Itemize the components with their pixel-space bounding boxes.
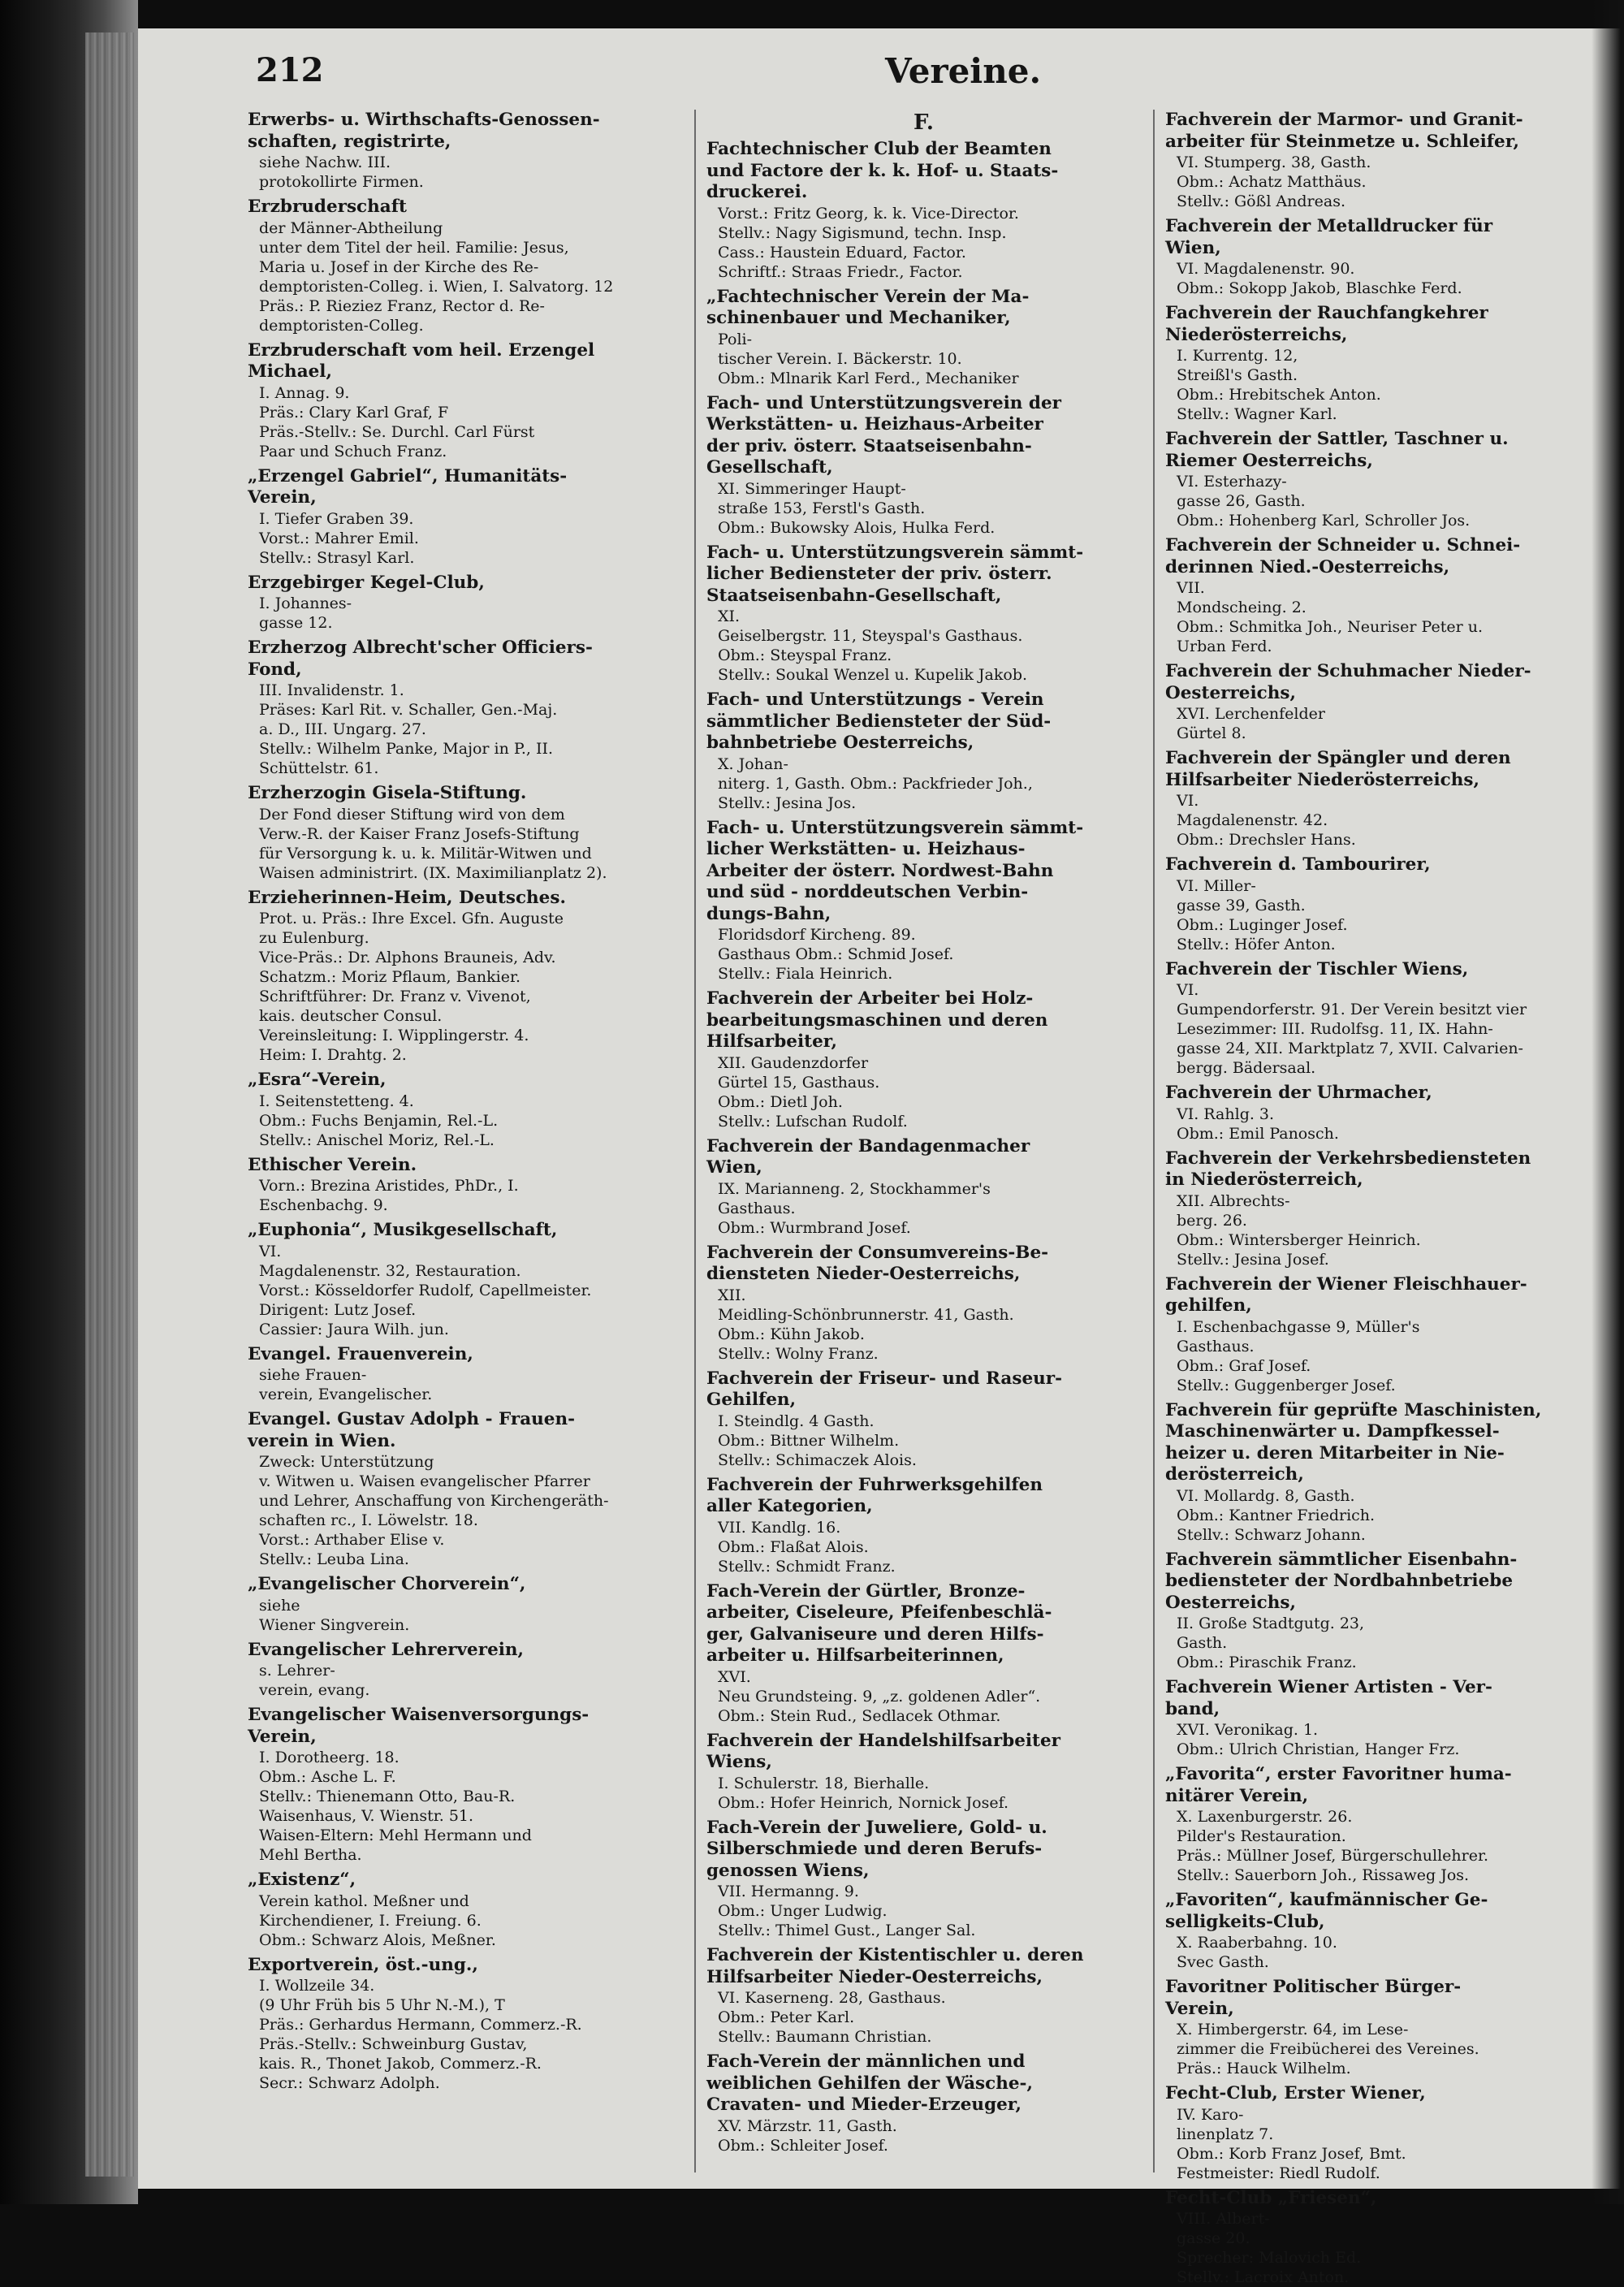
entry-detail: VI. Mollardg. 8, Gasth. xyxy=(1165,1486,1600,1506)
entry-detail: Heim: I. Drahtg. 2. xyxy=(248,1045,682,1065)
entry-detail: Obm.: Achatz Matthäus. xyxy=(1165,172,1600,192)
entry-heading: Fachverein der Verkehrsbediensteten in Niederösterreich, xyxy=(1165,1148,1600,1191)
entry-detail: I. Johannes- gasse 12. xyxy=(248,594,682,633)
entry-heading: Evangelischer Waisenversorgungs- Verein, xyxy=(248,1705,682,1748)
entry-heading: Exportverein, öst.-ung., xyxy=(248,1955,682,1977)
entry-detail: Stellv.: Leuba Lina. xyxy=(248,1550,682,1569)
entry-heading: Fach- u. Unterstützungsverein sämmt- licher Werkstätten- u. Heizhaus- Arbeiter der österr. Nordwest-Bahn und süd - norddeutschen Verbin- dungs-Bahn, xyxy=(706,818,1141,926)
entry-detail: Präs.-Stellv.: Schweinburg Gustav, kais. R., Thonet Jakob, Commerz.-R. xyxy=(248,2034,682,2073)
entry-detail: Stellv.: Höfer Anton. xyxy=(1165,935,1600,954)
entry-detail: Vorst.: Kösseldorfer Rudolf, Capellmeister. xyxy=(248,1281,682,1300)
directory-entry xyxy=(1165,110,1600,211)
entry-detail: Obm.: Stein Rud., Sedlacek Othmar. xyxy=(706,1706,1141,1726)
page-header xyxy=(138,51,1624,108)
entry-heading: Fachverein der Wiener Fleischhauer- gehilfen, xyxy=(1165,1274,1600,1317)
directory-entry xyxy=(1165,1148,1600,1269)
directory-entry xyxy=(1165,535,1600,656)
entry-detail: Floridsdorf Kircheng. 89. Gasthaus Obm.: Schmid Josef. xyxy=(706,925,1141,964)
entry-heading: Fachverein der Kistentischler u. deren Hilfsarbeiter Nieder-Oesterreichs, xyxy=(706,1945,1141,1988)
entry-detail: VI. Magdalenenstr. 32, Restauration. xyxy=(248,1242,682,1281)
entry-detail: Stellv.: Schwarz Johann. xyxy=(1165,1525,1600,1545)
directory-entry xyxy=(248,1640,682,1701)
entry-heading: Fachverein der Sattler, Taschner u. Riemer Oesterreichs, xyxy=(1165,429,1600,472)
entry-detail: Stellv.: Guggenberger Josef. xyxy=(1165,1376,1600,1395)
directory-entry xyxy=(248,1155,682,1216)
directory-entry xyxy=(248,1705,682,1865)
directory-entry xyxy=(248,1955,682,2094)
column-divider xyxy=(694,110,696,2172)
directory-entry xyxy=(1165,2188,1600,2287)
entry-detail: I. Wollzeile 34. (9 Uhr Früh bis 5 Uhr N.-M.), T xyxy=(248,1976,682,2015)
entry-detail: VI. Kaserneng. 28, Gasthaus. xyxy=(706,1988,1141,2008)
entry-heading: Fach- und Unterstützungsverein der Werkstätten- u. Heizhaus-Arbeiter der priv. österr. Staatseisenbahn- Gesellschaft, xyxy=(706,393,1141,479)
directory-entry xyxy=(706,287,1141,388)
directory-entry xyxy=(1165,1977,1600,2078)
entry-detail: Festmeister: Riedl Rudolf. xyxy=(1165,2164,1600,2183)
directory-entry xyxy=(706,2051,1141,2155)
entry-detail: Prot. u. Präs.: Ihre Excel. Gfn. Auguste zu Eulenburg. xyxy=(248,909,682,948)
entry-heading: Fachverein der Schuhmacher Nieder- Oesterreichs, xyxy=(1165,661,1600,704)
entry-heading: Fachverein der Uhrmacher, xyxy=(1165,1083,1600,1105)
entry-detail: Obm.: Hofer Heinrich, Nornick Josef. xyxy=(706,1793,1141,1813)
entry-detail: I. Seitenstetteng. 4. xyxy=(248,1092,682,1111)
entry-detail: Obm.: Bittner Wilhelm. xyxy=(706,1431,1141,1450)
text-columns xyxy=(248,110,1600,2172)
entry-detail: siehe Wiener Singverein. xyxy=(248,1596,682,1635)
directory-entry xyxy=(1165,1550,1600,1673)
entry-detail: IV. Karo- linenplatz 7. xyxy=(1165,2105,1600,2144)
entry-detail: Vereinsleitung: I. Wipplingerstr. 4. xyxy=(248,1026,682,1045)
entry-detail: der Männer-Abtheilung unter dem Titel der heil. Familie: Jesus, Maria u. Josef in der Kirche des Re- demptoristen-Colleg. i. Wien, I. Salvatorg. 12 Präs.: P. Rieziez Franz, Rector d. Re- demptoristen-Colleg. xyxy=(248,218,682,335)
entry-detail: Stellv.: Baumann Christian. xyxy=(706,2027,1141,2047)
entry-detail: Obm.: Hohenberg Karl, Schroller Jos. xyxy=(1165,511,1600,530)
entry-detail: Zweck: Unterstützung v. Witwen u. Waisen evangelischer Pfarrer und Lehrer, Anschaffung von Kirchengeräth- schaften rc., I. Löwelstr. 18. xyxy=(248,1452,682,1530)
entry-heading: Erzbruderschaft xyxy=(248,197,682,218)
entry-heading: Fachverein der Arbeiter bei Holz- bearbeitungsmaschinen und deren Hilfsarbeiter, xyxy=(706,988,1141,1053)
directory-entry xyxy=(706,1945,1141,2047)
entry-detail: Stellv.: Jesina Josef. xyxy=(1165,1250,1600,1269)
entry-detail: Obm.: Fuchs Benjamin, Rel.-L. xyxy=(248,1111,682,1131)
column-2 xyxy=(706,110,1141,2172)
entry-heading: „Existenz“, xyxy=(248,1870,682,1891)
directory-entry xyxy=(248,1220,682,1339)
entry-detail: Stellv.: Wilhelm Panke, Major in P., II. Schüttelstr. 61. xyxy=(248,739,682,778)
entry-detail: Sprecher: Malovich Ed. xyxy=(1165,2248,1600,2268)
directory-entry xyxy=(248,1409,682,1569)
directory-entry xyxy=(706,1731,1141,1813)
entry-heading: Fachverein der Consumvereins-Be- diensteten Nieder-Oesterreichs, xyxy=(706,1243,1141,1286)
directory-entry xyxy=(248,1344,682,1405)
entry-heading: „Fachtechnischer Verein der Ma- schinenbauer und Mechaniker, xyxy=(706,287,1141,330)
entry-detail: Präs.: Hauck Wilhelm. xyxy=(1165,2059,1600,2078)
entry-heading: Fach-Verein der Juweliere, Gold- u. Silberschmiede und deren Berufs- genossen Wiens, xyxy=(706,1818,1141,1883)
entry-detail: Stellv.: Strasyl Karl. xyxy=(248,548,682,568)
entry-detail: Obm.: Bukowsky Alois, Hulka Ferd. xyxy=(706,518,1141,538)
entry-detail: Stellv.: Schimaczek Alois. xyxy=(706,1450,1141,1470)
entry-heading: Fachverein der Handelshilfsarbeiter Wiens, xyxy=(706,1731,1141,1774)
entry-heading: Fachverein der Fuhrwerksgehilfen aller Kategorien, xyxy=(706,1475,1141,1518)
directory-entry xyxy=(1165,1083,1600,1144)
entry-heading: Fachverein Wiener Artisten - Ver- band, xyxy=(1165,1677,1600,1720)
entry-heading: Evangel. Gustav Adolph - Frauen- verein in Wien. xyxy=(248,1409,682,1452)
entry-detail: XVI. Neu Grundsteing. 9, „z. goldenen Adler“. xyxy=(706,1667,1141,1706)
entry-detail: Stellv.: Jesina Jos. xyxy=(706,793,1141,813)
entry-heading: Fachverein der Rauchfangkehrer Niederösterreichs, xyxy=(1165,303,1600,346)
entry-detail: VII. Hermanng. 9. xyxy=(706,1882,1141,1901)
entry-heading: Fecht-Club „Friesen“, xyxy=(1165,2188,1600,2210)
entry-detail: Stellv.: Fiala Heinrich. xyxy=(706,964,1141,984)
entry-heading: Erzherzogin Gisela-Stiftung. xyxy=(248,783,682,805)
directory-entry xyxy=(1165,959,1600,1079)
entry-detail: Stellv.: Nagy Sigismund, techn. Insp. xyxy=(706,223,1141,243)
column-3 xyxy=(1165,110,1600,2172)
entry-detail: XVI. Lerchenfelder Gürtel 8. xyxy=(1165,704,1600,743)
entry-heading: Erzherzog Albrecht'scher Officiers- Fond, xyxy=(248,638,682,681)
entry-detail: Obm.: Kühn Jakob. xyxy=(706,1325,1141,1344)
directory-entry xyxy=(248,638,682,778)
entry-detail: VI. Miller- gasse 39, Gasth. xyxy=(1165,876,1600,915)
entry-detail: Cass.: Haustein Eduard, Factor. xyxy=(706,243,1141,262)
entry-detail: Präs.-Stellv.: Se. Durchl. Carl Fürst Paar und Schuch Franz. xyxy=(248,422,682,461)
entry-detail: s. Lehrer- verein, evang. xyxy=(248,1661,682,1700)
entry-heading: Erzgebirger Kegel-Club, xyxy=(248,573,682,594)
directory-entry xyxy=(706,139,1141,282)
directory-entry xyxy=(1165,1764,1600,1885)
entry-heading: Fachverein der Metalldrucker für Wien, xyxy=(1165,216,1600,259)
entry-heading: Fachverein der Marmor- und Granit- arbeiter für Steinmetze u. Schleifer, xyxy=(1165,110,1600,153)
directory-entry xyxy=(1165,1677,1600,1759)
entry-detail: Stellv.: Wolny Franz. xyxy=(706,1344,1141,1364)
entry-detail: Stellv.: Lufschan Rudolf. xyxy=(706,1112,1141,1131)
directory-entry xyxy=(1165,303,1600,424)
entry-detail: VI. Gumpendorferstr. 91. Der Verein besitzt vier Lesezimmer: III. Rudolfsg. 11, IX. Hahn- gasse 24, XII. Marktplatz 7, XVII. Calvarien- bergg. Bädersaal. xyxy=(1165,980,1600,1078)
entry-heading: Fach- und Unterstützungs - Verein sämmtlicher Bediensteter der Süd- bahnbetriebe Oesterreichs, xyxy=(706,690,1141,754)
entry-heading: Fachtechnischer Club der Beamten und Factore der k. k. Hof- u. Staats- druckerei. xyxy=(706,139,1141,204)
entry-detail: I. Kurrentg. 12, Streißl's Gasth. xyxy=(1165,346,1600,385)
column-divider xyxy=(1153,110,1155,2172)
entry-detail: I. Schulerstr. 18, Bierhalle. xyxy=(706,1774,1141,1793)
entry-detail: X. Laxenburgerstr. 26. Pilder's Restauration. xyxy=(1165,1807,1600,1846)
entry-detail: Stellv.: Schmidt Franz. xyxy=(706,1557,1141,1576)
entry-detail: IX. Marianneng. 2, Stockhammer's Gasthaus. xyxy=(706,1179,1141,1218)
entry-detail: VI. Magdalenenstr. 42. xyxy=(1165,791,1600,830)
entry-detail: Schriftf.: Straas Friedr., Factor. xyxy=(706,262,1141,282)
entry-detail: Stellv.: Soukal Wenzel u. Kupelik Jakob. xyxy=(706,665,1141,685)
section-letter: F. xyxy=(706,110,1141,136)
directory-entry xyxy=(1165,429,1600,530)
entry-heading: Erwerbs- u. Wirthschafts-Genossen- schaften, registrirte, xyxy=(248,110,682,153)
entry-detail: Obm.: Peter Karl. xyxy=(706,2008,1141,2027)
entry-detail: Obm.: Unger Ludwig. xyxy=(706,1901,1141,1921)
entry-detail: XII. Gaudenzdorfer Gürtel 15, Gasthaus. xyxy=(706,1053,1141,1092)
directory-entry xyxy=(1165,661,1600,743)
entry-detail: Präs.: Gerhardus Hermann, Commerz.-R. xyxy=(248,2015,682,2034)
entry-detail: Präs.: Clary Karl Graf, F xyxy=(248,403,682,422)
entry-heading: „Favorita“, erster Favoritner huma- nitärer Verein, xyxy=(1165,1764,1600,1807)
entry-detail: I. Eschenbachgasse 9, Müller's Gasthaus. xyxy=(1165,1317,1600,1356)
entry-detail: II. Große Stadtgutg. 23, Gasth. xyxy=(1165,1614,1600,1653)
directory-entry xyxy=(706,1243,1141,1364)
directory-entry xyxy=(248,340,682,461)
entry-heading: Erzbruderschaft vom heil. Erzengel Michael, xyxy=(248,340,682,383)
entry-detail: I. Dorotheerg. 18. xyxy=(248,1748,682,1767)
scan-right-shadow xyxy=(1592,0,1624,2204)
entry-heading: Evangelischer Lehrerverein, xyxy=(248,1640,682,1662)
entry-detail: XVI. Veronikag. 1. xyxy=(1165,1720,1600,1740)
entry-detail: Obm.: Asche L. F. xyxy=(248,1767,682,1787)
entry-detail: Obm.: Drechsler Hans. xyxy=(1165,830,1600,850)
entry-detail: Stellv.: Thimel Gust., Langer Sal. xyxy=(706,1921,1141,1940)
entry-detail: Vorst.: Fritz Georg, k. k. Vice-Director. xyxy=(706,204,1141,223)
entry-detail: siehe Nachw. III. protokollirte Firmen. xyxy=(248,153,682,192)
entry-detail: Obm.: Mlnarik Karl Ferd., Mechaniker xyxy=(706,369,1141,388)
page-number: 212 xyxy=(256,51,324,89)
directory-entry xyxy=(248,573,682,633)
entry-detail: Waisenhaus, V. Wienstr. 51. xyxy=(248,1806,682,1826)
entry-detail: Obm.: Luginger Josef. xyxy=(1165,915,1600,935)
entry-detail: III. Invalidenstr. 1. xyxy=(248,681,682,700)
entry-detail: Stellv.: Gößl Andreas. xyxy=(1165,192,1600,211)
entry-heading: Erzieherinnen-Heim, Deutsches. xyxy=(248,888,682,910)
entry-detail: Vice-Präs.: Dr. Alphons Brauneis, Adv. xyxy=(248,948,682,967)
entry-detail: Obm.: Emil Panosch. xyxy=(1165,1124,1600,1144)
entry-detail: X. Himbergerstr. 64, im Lese- zimmer die Freibücherei des Vereines. xyxy=(1165,2020,1600,2059)
entry-heading: Fachverein d. Tambourirer, xyxy=(1165,854,1600,876)
entry-detail: Obm.: Schmitka Joh., Neuriser Peter u. Urban Ferd. xyxy=(1165,617,1600,656)
column-1 xyxy=(248,110,682,2172)
entry-heading: Fecht-Club, Erster Wiener, xyxy=(1165,2083,1600,2105)
entry-heading: Fachverein der Tischler Wiens, xyxy=(1165,959,1600,981)
directory-entry xyxy=(706,393,1141,538)
entry-detail: Obm.: Korb Franz Josef, Bmt. xyxy=(1165,2144,1600,2164)
entry-detail: Poli- tischer Verein. I. Bäckerstr. 10. xyxy=(706,330,1141,369)
entry-detail: Obm.: Graf Josef. xyxy=(1165,1356,1600,1376)
entry-detail: Stellv.: Sauerborn Joh., Rissaweg Jos. xyxy=(1165,1865,1600,1885)
entry-detail: siehe Frauen- verein, Evangelischer. xyxy=(248,1365,682,1404)
entry-detail: Schatzm.: Moriz Pflaum, Bankier. xyxy=(248,967,682,987)
entry-detail: Verein kathol. Meßner und Kirchendiener, I. Freiung. 6. xyxy=(248,1891,682,1930)
directory-entry xyxy=(706,543,1141,685)
directory-entry xyxy=(1165,216,1600,298)
directory-entry xyxy=(248,466,682,568)
directory-entry xyxy=(706,1136,1141,1238)
entry-detail: Obm.: Wintersberger Heinrich. xyxy=(1165,1230,1600,1250)
entry-heading: Fachverein der Friseur- und Raseur- Gehilfen, xyxy=(706,1368,1141,1412)
entry-detail: Vorst.: Arthaber Elise v. xyxy=(248,1530,682,1550)
entry-detail: Obm.: Dietl Joh. xyxy=(706,1092,1141,1112)
entry-detail: Stellv.: Wagner Karl. xyxy=(1165,404,1600,424)
directory-entry xyxy=(248,1070,682,1150)
directory-entry xyxy=(706,1368,1141,1470)
entry-detail: VIII. Albert- gasse 20. xyxy=(1165,2209,1600,2248)
entry-detail: Obm.: Wurmbrand Josef. xyxy=(706,1218,1141,1238)
entry-detail: XII. Albrechts- berg. 26. xyxy=(1165,1191,1600,1230)
directory-entry xyxy=(248,783,682,883)
directory-entry xyxy=(248,888,682,1066)
entry-detail: Obm.: Hrebitschek Anton. xyxy=(1165,385,1600,404)
entry-detail: Stellv.: Anischel Moriz, Rel.-L. xyxy=(248,1131,682,1150)
entry-detail: Obm.: Kantner Friedrich. xyxy=(1165,1506,1600,1525)
entry-detail: X. Johan- niterg. 1, Gasth. Obm.: Packfrieder Joh., xyxy=(706,754,1141,793)
entry-detail: I. Tiefer Graben 39. xyxy=(248,509,682,529)
entry-heading: „Evangelischer Chorverein“, xyxy=(248,1574,682,1596)
entry-detail: Waisen-Eltern: Mehl Hermann und Mehl Bertha. xyxy=(248,1826,682,1865)
entry-detail: XV. Märzstr. 11, Gasth. xyxy=(706,2116,1141,2136)
entry-detail: Dirigent: Lutz Josef. xyxy=(248,1300,682,1320)
entry-detail: X. Raaberbahng. 10. Svec Gasth. xyxy=(1165,1933,1600,1972)
entry-detail: VI. Rahlg. 3. xyxy=(1165,1105,1600,1124)
directory-entry xyxy=(1165,1890,1600,1972)
entry-detail: XI. Simmeringer Haupt- straße 153, Ferstl's Gasth. xyxy=(706,479,1141,518)
entry-detail: Präses: Karl Rit. v. Schaller, Gen.-Maj. a. D., III. Ungarg. 27. xyxy=(248,700,682,739)
entry-detail: Der Fond dieser Stiftung wird von dem Verw.-R. der Kaiser Franz Josefs-Stiftung für Versorgung k. u. k. Militär-Witwen und Waisen administrirt. (IX. Maximilianplatz 2). xyxy=(248,805,682,883)
entry-heading: Fachverein der Spängler und deren Hilfsarbeiter Niederösterreichs, xyxy=(1165,748,1600,791)
directory-entry xyxy=(248,110,682,192)
directory-entry xyxy=(1165,1400,1600,1545)
directory-entry xyxy=(248,1574,682,1635)
entry-detail: Obm.: Schleiter Josef. xyxy=(706,2136,1141,2155)
directory-entry xyxy=(706,690,1141,813)
entry-heading: Fach- u. Unterstützungsverein sämmt- licher Bediensteter der priv. österr. Staatseisenbahn-Gesellschaft, xyxy=(706,543,1141,607)
entry-detail: Stellv.: Lacroix Anton. xyxy=(1165,2268,1600,2287)
directory-entry xyxy=(706,1818,1141,1941)
entry-detail: XI. Geiselbergstr. 11, Steyspal's Gasthaus. xyxy=(706,607,1141,646)
entry-detail: Vorst.: Mahrer Emil. xyxy=(248,529,682,548)
entry-detail: VI. Magdalenenstr. 90. xyxy=(1165,259,1600,279)
directory-entry xyxy=(1165,854,1600,954)
document-page xyxy=(138,28,1624,2189)
entry-detail: Obm.: Sokopp Jakob, Blaschke Ferd. xyxy=(1165,279,1600,298)
entry-detail: Cassier: Jaura Wilh. jun. xyxy=(248,1320,682,1339)
entry-detail: Obm.: Steyspal Franz. xyxy=(706,646,1141,665)
entry-detail: XII. Meidling-Schönbrunnerstr. 41, Gasth. xyxy=(706,1286,1141,1325)
entry-heading: Favoritner Politischer Bürger- Verein, xyxy=(1165,1977,1600,2020)
entry-heading: Fachverein der Bandagenmacher Wien, xyxy=(706,1136,1141,1179)
entry-heading: Fachverein der Schneider u. Schnei- derinnen Nied.-Oesterreichs, xyxy=(1165,535,1600,578)
directory-entry xyxy=(706,1475,1141,1576)
entry-heading: „Favoriten“, kaufmännischer Ge- selligkeits-Club, xyxy=(1165,1890,1600,1933)
entry-detail: VI. Stumperg. 38, Gasth. xyxy=(1165,153,1600,172)
entry-heading: „Erzengel Gabriel“, Humanitäts- Verein, xyxy=(248,466,682,509)
entry-heading: Evangel. Frauenverein, xyxy=(248,1344,682,1366)
entry-detail: VI. Esterhazy- gasse 26, Gasth. xyxy=(1165,472,1600,511)
entry-heading: „Euphonia“, Musikgesellschaft, xyxy=(248,1220,682,1242)
entry-heading: Ethischer Verein. xyxy=(248,1155,682,1177)
entry-detail: VII. Mondscheing. 2. xyxy=(1165,578,1600,617)
directory-entry xyxy=(706,1581,1141,1726)
entry-detail: Stellv.: Thienemann Otto, Bau-R. xyxy=(248,1787,682,1806)
entry-heading: Fach-Verein der Gürtler, Bronze- arbeiter, Ciseleure, Pfeifenbeschlä- ger, Galvaniseure und deren Hilfs- arbeiter u. Hilfsarbeiterinnen, xyxy=(706,1581,1141,1667)
entry-detail: I. Annag. 9. xyxy=(248,383,682,403)
directory-entry xyxy=(1165,2083,1600,2183)
entry-detail: Schriftführer: Dr. Franz v. Vivenot, kais. deutscher Consul. xyxy=(248,987,682,1026)
directory-entry xyxy=(706,988,1141,1131)
directory-entry xyxy=(1165,748,1600,850)
entry-heading: Fach-Verein der männlichen und weiblichen Gehilfen der Wäsche-, Cravaten- und Mieder-Erzeuger, xyxy=(706,2051,1141,2116)
directory-entry xyxy=(248,197,682,335)
entry-detail: Obm.: Schwarz Alois, Meßner. xyxy=(248,1930,682,1950)
entry-heading: Fachverein sämmtlicher Eisenbahn- bediensteter der Nordbahnbetriebe Oesterreichs, xyxy=(1165,1550,1600,1615)
entry-detail: Obm.: Flaßat Alois. xyxy=(706,1537,1141,1557)
entry-heading: „Esra“-Verein, xyxy=(248,1070,682,1092)
entry-heading: Fachverein für geprüfte Maschinisten, Maschinenwärter u. Dampfkessel- heizer u. deren Mitarbeiter in Nie- derösterreich, xyxy=(1165,1400,1600,1486)
entry-detail: VII. Kandlg. 16. xyxy=(706,1518,1141,1537)
entry-detail: Obm.: Piraschik Franz. xyxy=(1165,1653,1600,1672)
entry-detail: Obm.: Ulrich Christian, Hanger Frz. xyxy=(1165,1740,1600,1759)
running-title: Vereine. xyxy=(885,51,1041,91)
entry-detail: Präs.: Müllner Josef, Bürgerschullehrer. xyxy=(1165,1846,1600,1865)
page-edge-stack xyxy=(85,32,134,2177)
entry-detail: Secr.: Schwarz Adolph. xyxy=(248,2073,682,2093)
directory-entry xyxy=(248,1870,682,1950)
directory-entry xyxy=(706,818,1141,984)
entry-detail: Vorn.: Brezina Aristides, PhDr., I. Eschenbachg. 9. xyxy=(248,1176,682,1215)
directory-entry xyxy=(1165,1274,1600,1395)
entry-detail: I. Steindlg. 4 Gasth. xyxy=(706,1412,1141,1431)
